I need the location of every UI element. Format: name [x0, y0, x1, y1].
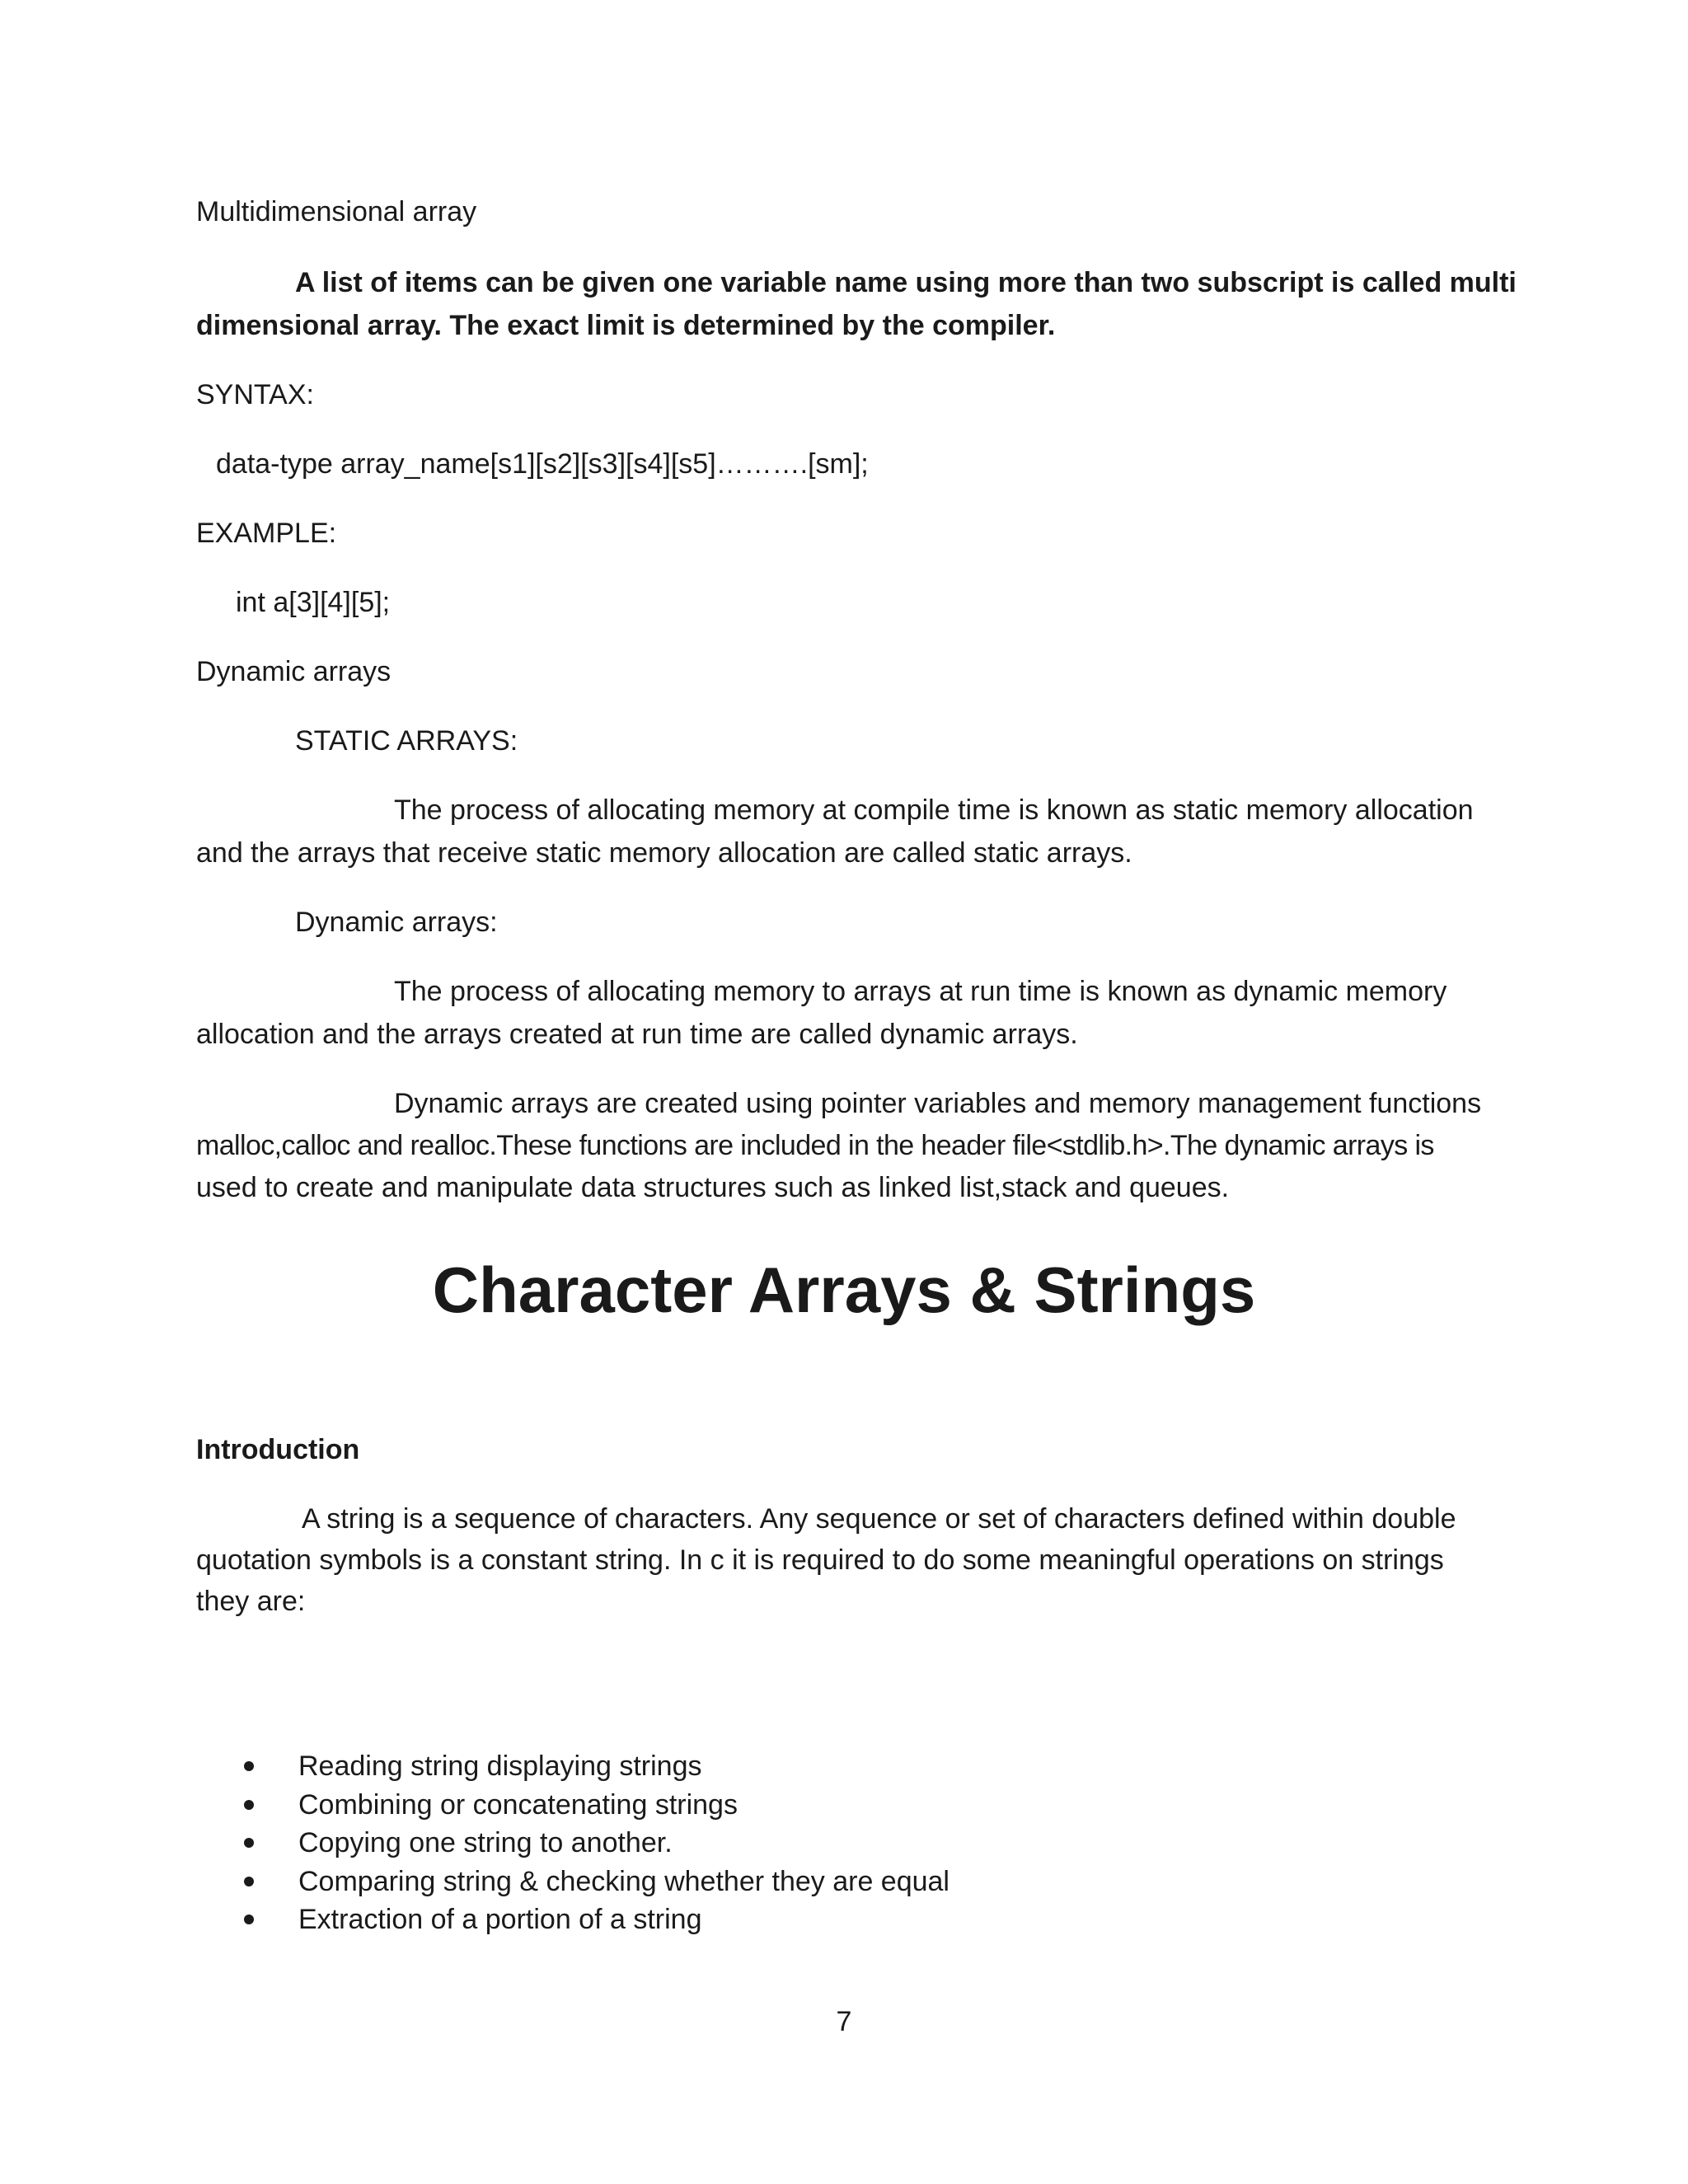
page-number: 7 — [836, 2006, 852, 2037]
introduction-line-3: they are: — [196, 1586, 306, 1617]
list-item-text: Reading string displaying strings — [298, 1750, 702, 1782]
dynamic-arrays-subheading: Dynamic arrays: — [295, 907, 498, 938]
syntax-label: SYNTAX: — [196, 379, 314, 410]
chapter-title: Character Arrays & Strings — [432, 1254, 1256, 1326]
introduction-heading: Introduction — [196, 1434, 360, 1465]
dynamic-arrays-paragraph-1-line-2: allocation and the arrays created at run time are called dynamic arrays. — [196, 1019, 1078, 1050]
static-arrays-paragraph-line-2: and the arrays that receive static memory allocation are called static arrays. — [196, 837, 1132, 869]
list-item-text: Comparing string & checking whether they are equal — [298, 1865, 950, 1897]
multidimensional-definition-line-1: A list of items can be given one variable name using more than two subscript is called multi — [295, 267, 1517, 298]
static-arrays-subheading: STATIC ARRAYS: — [295, 725, 518, 757]
bullet-icon — [244, 1761, 254, 1771]
dynamic-arrays-paragraph-2-line-3: used to create and manipulate data structures such as linked list,stack and queues. — [196, 1172, 1230, 1203]
multidimensional-heading: Multidimensional array — [196, 196, 477, 227]
dynamic-arrays-paragraph-2-line-2: malloc,calloc and realloc.These functions are included in the header file<stdlib.h>.The dynamic arrays is — [196, 1130, 1434, 1161]
list-item-text: Combining or concatenating strings — [298, 1788, 738, 1821]
list-item-text: Extraction of a portion of a string — [298, 1904, 702, 1935]
dynamic-arrays-paragraph-1-line-1: The process of allocating memory to arrays at run time is known as dynamic memory — [394, 976, 1447, 1007]
introduction-line-1: A string is a sequence of characters. Any sequence or set of characters defined within double — [302, 1503, 1456, 1535]
example-code: int a[3][4][5]; — [236, 587, 391, 618]
introduction-line-2: quotation symbols is a constant string. In c it is required to do some meaningful operations on strings — [196, 1544, 1444, 1576]
dynamic-arrays-paragraph-2-line-1: Dynamic arrays are created using pointer variables and memory management functions — [394, 1088, 1482, 1119]
string-operations-list — [244, 1747, 950, 1939]
dynamic-arrays-heading: Dynamic arrays — [196, 656, 392, 687]
list-item-text: Copying one string to another. — [298, 1827, 673, 1858]
list-item — [244, 1863, 950, 1901]
example-label: EXAMPLE: — [196, 518, 337, 549]
syntax-code: data-type array_name[s1][s2][s3][s4][s5]……….[sm]; — [216, 448, 869, 480]
list-item — [244, 1824, 950, 1863]
list-item — [244, 1900, 950, 1939]
static-arrays-paragraph-line-1: The process of allocating memory at compile time is known as static memory allocation — [394, 794, 1474, 826]
bullet-icon — [244, 1800, 254, 1810]
bullet-icon — [244, 1877, 254, 1886]
list-item — [244, 1747, 950, 1786]
multidimensional-definition-line-2: dimensional array. The exact limit is determined by the compiler. — [196, 310, 1056, 341]
list-item — [244, 1786, 950, 1825]
bullet-icon — [244, 1838, 254, 1848]
bullet-icon — [244, 1915, 254, 1924]
